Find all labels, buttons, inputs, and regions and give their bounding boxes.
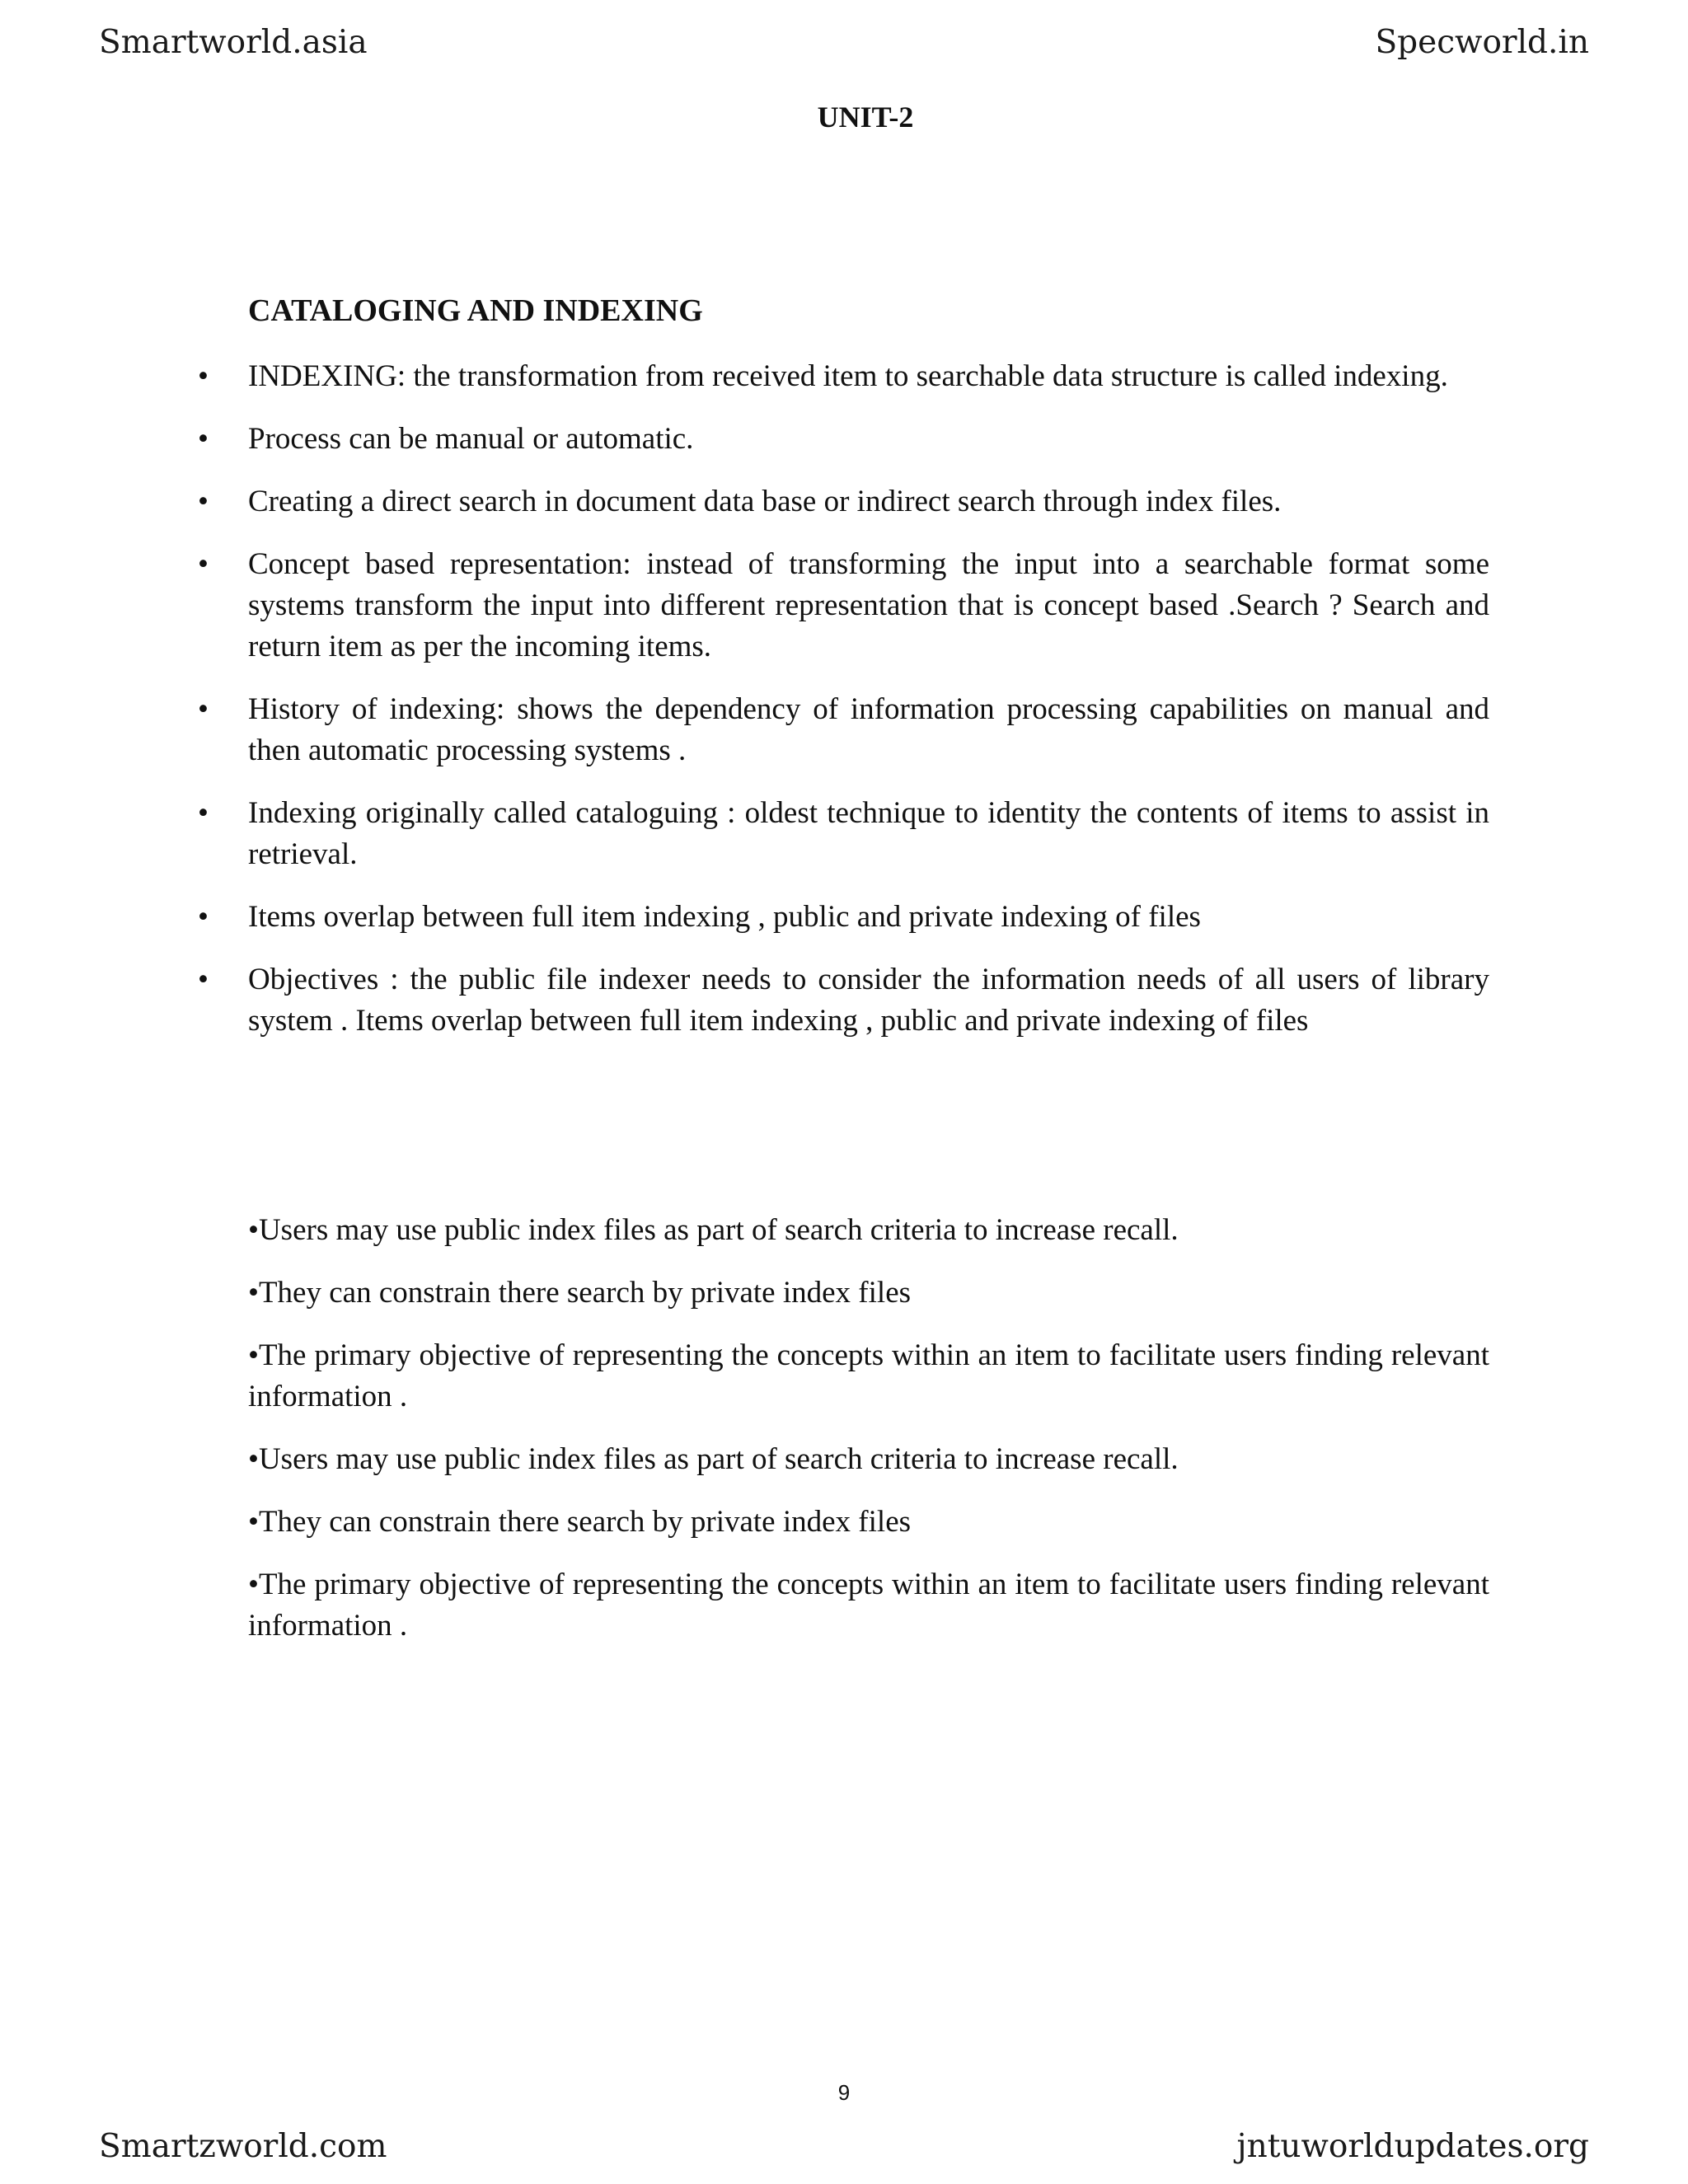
bullet-list xyxy=(198,356,1489,1063)
bullet-item xyxy=(198,689,1489,771)
bullet-text: Items overlap between full item indexing , public and private indexing of files xyxy=(248,900,1201,934)
inline-bullet-item: •The primary objective of representing the concepts within an item to facilitate users finding relevant information . xyxy=(248,1338,1489,1413)
bullet-text: Process can be manual or automatic. xyxy=(248,422,694,456)
watermark-top-left: Smartworld.asia xyxy=(99,24,368,61)
bullet-icon: • xyxy=(198,692,209,726)
bullet-icon: • xyxy=(198,963,209,996)
inline-bullet-item: •Users may use public index files as part of search criteria to increase recall. xyxy=(248,1213,1179,1247)
bullet-item xyxy=(198,419,1489,460)
bullet-text: History of indexing: shows the dependency of information processing capabilities on manual and then automatic processing systems . xyxy=(248,692,1489,767)
bullet-text: INDEXING: the transformation from received item to searchable data structure is called indexing. xyxy=(248,359,1448,393)
watermark-bottom-left: Smartzworld.com xyxy=(99,2128,387,2165)
section-heading: CATALOGING AND INDEXING xyxy=(248,293,703,328)
bullet-text: Creating a direct search in document data base or indirect search through index files. xyxy=(248,485,1282,518)
inline-bullet-list xyxy=(248,1210,1489,1668)
bullet-item xyxy=(198,793,1489,875)
bullet-item xyxy=(198,959,1489,1042)
page-number: 9 xyxy=(837,2080,851,2105)
bullet-item xyxy=(198,897,1489,938)
bullet-item xyxy=(198,544,1489,668)
inline-bullet-item: •The primary objective of representing the concepts within an item to facilitate users finding relevant information . xyxy=(248,1568,1489,1643)
watermark-bottom-right: jntuworldupdates.org xyxy=(1236,2128,1589,2165)
bullet-item xyxy=(198,356,1489,397)
inline-bullet-item: •They can constrain there search by private index files xyxy=(248,1276,912,1310)
bullet-item xyxy=(198,481,1489,523)
bullet-icon: • xyxy=(198,422,209,456)
bullet-text: Objectives : the public file indexer needs to consider the information needs of all users of library system . Items overlap between full item indexing , public and private indexing of files xyxy=(248,963,1489,1038)
bullet-text: Concept based representation: instead of transforming the input into a searchable format some systems transform the input into different representation that is concept based .Search ? Search and return item as per the incoming items. xyxy=(248,547,1489,663)
bullet-icon: • xyxy=(198,900,209,934)
bullet-icon: • xyxy=(198,547,209,581)
bullet-icon: • xyxy=(198,359,209,393)
inline-bullet-item: •They can constrain there search by private index files xyxy=(248,1505,912,1539)
inline-bullet-item: •Users may use public index files as part of search criteria to increase recall. xyxy=(248,1442,1179,1476)
bullet-icon: • xyxy=(198,796,209,830)
bullet-icon: • xyxy=(198,485,209,518)
watermark-top-right: Specworld.in xyxy=(1375,24,1589,61)
unit-title: UNIT-2 xyxy=(817,101,914,134)
bullet-text: Indexing originally called cataloguing : oldest technique to identity the contents of items to assist in retrieval. xyxy=(248,796,1489,871)
